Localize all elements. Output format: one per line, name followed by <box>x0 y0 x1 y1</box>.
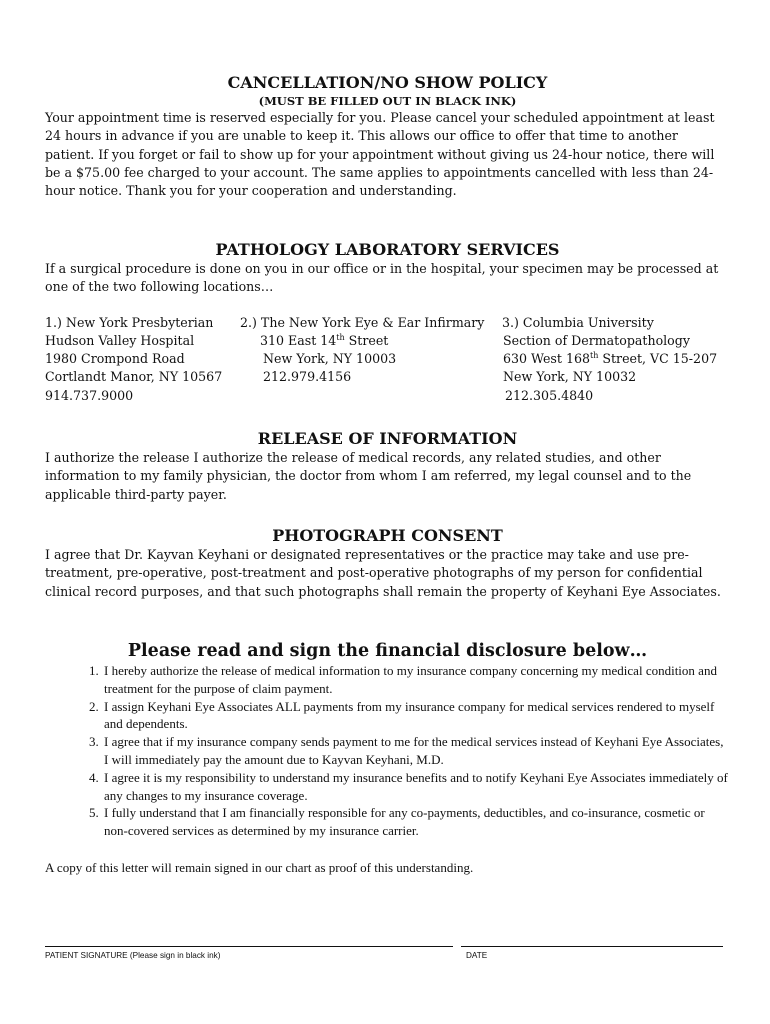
photo-section <box>45 526 730 601</box>
financial-list <box>45 662 730 840</box>
location-3-street-number: 630 West 168 <box>503 351 590 367</box>
location-3-name: 3.) Columbia University <box>502 314 654 330</box>
release-section <box>45 429 730 504</box>
location-2-phone: 212.979.4156 <box>263 369 352 385</box>
financial-item-3: 3. I agree that if my insurance company sends payment to me for the medical services instead of Keyhani Eye Associates, I will immediately pay the amount due to Kayvan Keyhani, M.D. <box>102 733 730 769</box>
location-2-street-suffix: th <box>336 332 345 342</box>
cancellation-body: Your appointment time is reserved especially for you. Please cancel your scheduled appointment at least 24 hours in advance if you are unable to keep it. This allows our office to offer that time to another patient. If you forget or fail to show up for your appointment without giving us 24-hour notice, there will be a $75.00 fee charged to your account. The same applies to appointments cancelled with less than 24-hour notice. Thank you for your cooperation and understanding. <box>45 110 715 199</box>
date-label: DATE <box>466 951 488 960</box>
location-2-name: 2.) The New York Eye & Ear Infirmary <box>240 314 485 330</box>
location-3-street <box>502 350 717 368</box>
cancellation-subtitle: (MUST BE FILLED OUT IN BLACK INK) <box>258 94 517 108</box>
location-3 <box>502 314 717 405</box>
location-2-street-name: Street <box>344 332 389 348</box>
cancellation-title: CANCELLATION/NO SHOW POLICY <box>227 73 548 92</box>
pathology-title: PATHOLOGY LABORATORY SERVICES <box>215 240 560 259</box>
location-3-street-name: Street, VC 15-207 <box>598 351 718 367</box>
location-3-line4: New York, NY 10032 <box>503 369 637 385</box>
copy-note-block <box>45 859 730 877</box>
release-title: RELEASE OF INFORMATION <box>257 429 518 448</box>
location-1-line2: Hudson Valley Hospital <box>45 332 195 348</box>
financial-item-4: 4. I agree it is my responsibility to understand my insurance benefits and to notify Keyhani Eye Associates immediately of any changes to my insurance coverage. <box>102 769 730 805</box>
location-2-street <box>240 332 502 350</box>
location-1-name: 1.) New York Presbyterian <box>45 314 214 330</box>
patient-signature-line[interactable] <box>45 946 453 947</box>
location-3-line2: Section of Dermatopathology <box>503 332 690 348</box>
location-1-phone: 914.737.9000 <box>45 387 134 403</box>
pathology-intro: If a surgical procedure is done on you in our office or in the hospital, your specimen may be processed at one of the two following locations… <box>45 261 719 295</box>
location-2-line3: New York, NY 10003 <box>263 351 397 367</box>
photo-body: I agree that Dr. Kayvan Keyhani or designated representatives or the practice may take and use pre-treatment, pre-operative, post-treatment and post-operative photographs of my person for confidential clinical record purposes, and that such photographs shall remain the property of Keyhani Eye Associates. <box>45 547 721 599</box>
pathology-section <box>45 240 730 405</box>
release-body: I authorize the release I authorize the release of medical records, any related studies, and other information to my family physician, the doctor from whom I am referred, my legal counsel and to the applicable third-party payer. <box>45 450 692 502</box>
location-2-street-number: 310 East 14 <box>260 332 337 348</box>
date-line[interactable] <box>461 946 723 947</box>
financial-title: Please read and sign the financial disclosure below… <box>127 641 648 661</box>
location-2 <box>240 314 502 405</box>
copy-note: A copy of this letter will remain signed in our chart as proof of this understanding. <box>45 860 474 875</box>
location-3-phone: 212.305.4840 <box>505 387 594 403</box>
financial-item-1: 1. I hereby authorize the release of medical information to my insurance company concerning my medical condition and treatment for the purpose of claim payment. <box>102 662 730 698</box>
location-3-street-suffix: th <box>589 351 599 360</box>
financial-item-5: 5. I fully understand that I am financially responsible for any co-payments, deductibles, and co-insurance, cosmetic or non-covered services as determined by my insurance carrier. <box>102 804 730 840</box>
photo-title: PHOTOGRAPH CONSENT <box>272 526 503 545</box>
financial-item-2: 2. I assign Keyhani Eye Associates ALL payments from my insurance company for medical services rendered to myself and dependents. <box>102 698 730 734</box>
pathology-locations <box>45 314 730 405</box>
cancellation-section <box>45 73 730 200</box>
location-1 <box>45 314 240 405</box>
patient-signature-label: PATIENT SIGNATURE (Please sign in black ink) <box>45 951 221 960</box>
location-1-line4: Cortlandt Manor, NY 10567 <box>45 369 223 385</box>
location-1-line3: 1980 Crompond Road <box>45 351 185 367</box>
financial-section <box>45 640 730 840</box>
